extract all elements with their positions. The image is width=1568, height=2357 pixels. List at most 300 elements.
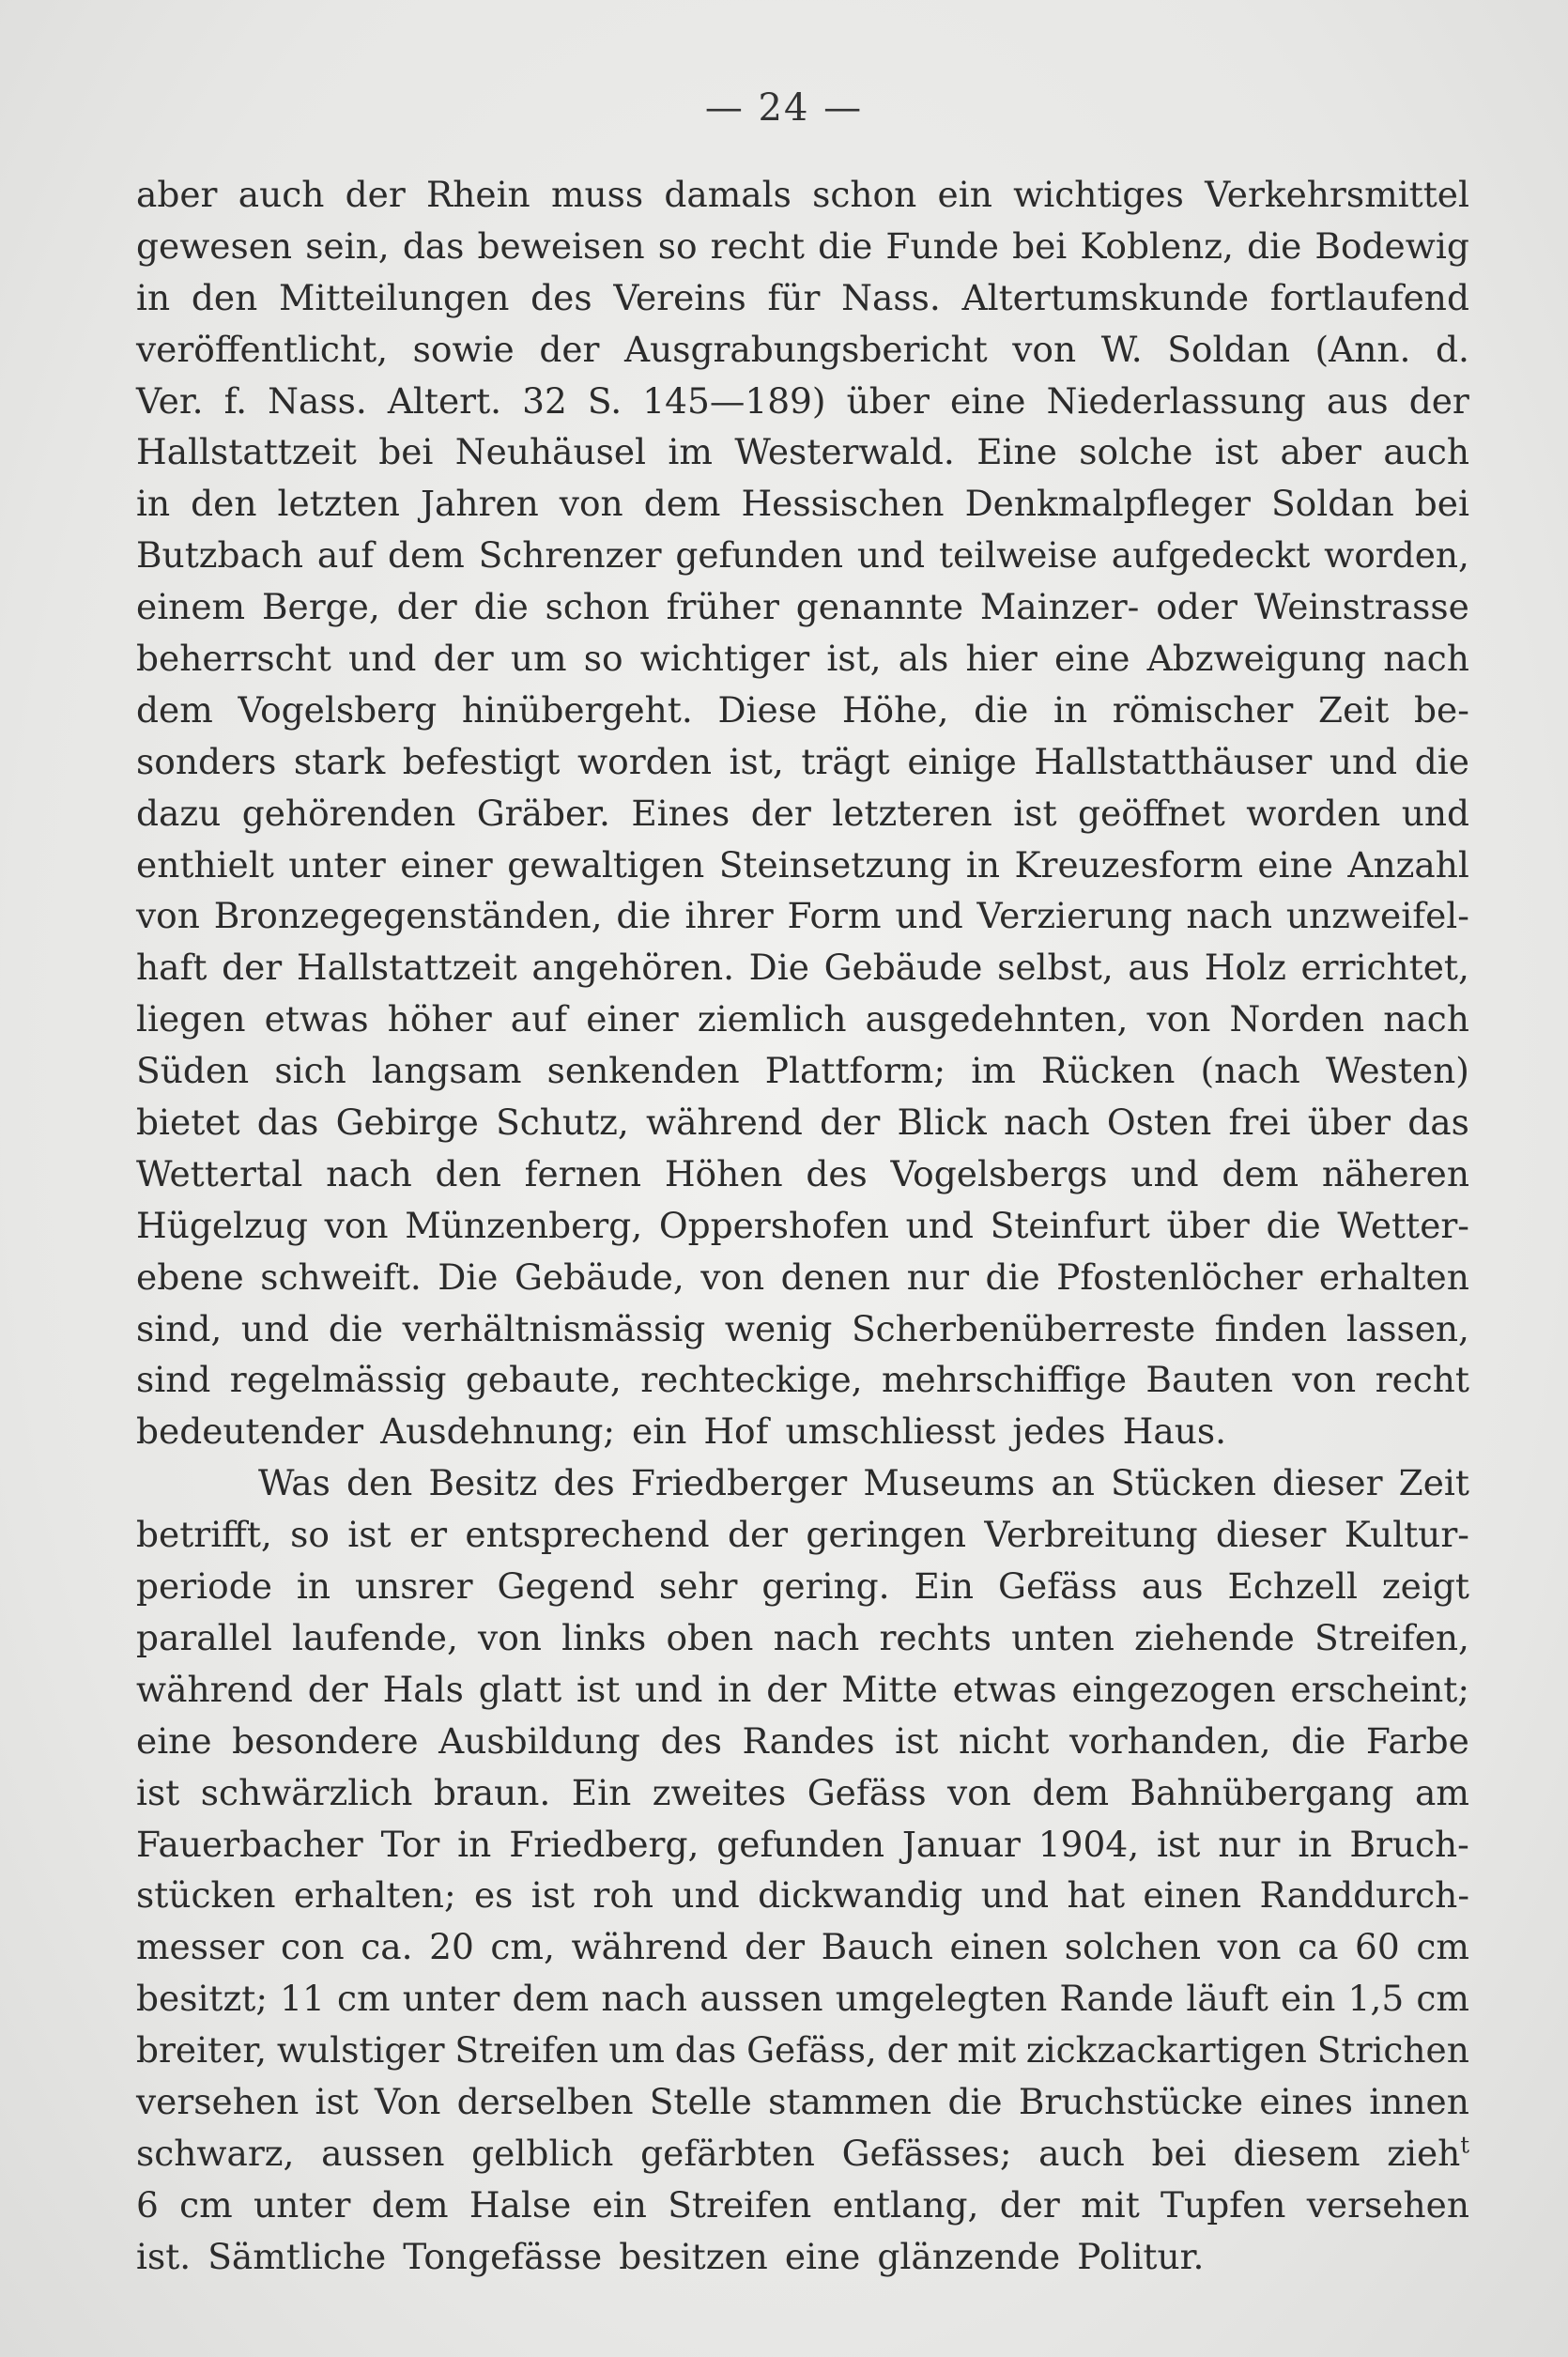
word: wenig: [724, 1307, 833, 1349]
word: aber: [1280, 431, 1361, 473]
text-line: [136, 1509, 1469, 1561]
word: geöffnet: [1078, 792, 1225, 834]
word: Norden: [1229, 998, 1365, 1040]
word: die: [947, 2080, 1003, 2122]
word: und: [671, 1874, 740, 1917]
word: auch: [1038, 2132, 1125, 2174]
word: Museums: [863, 1462, 1036, 1504]
word: Bauten: [1145, 1359, 1273, 1401]
word: Hof: [703, 1410, 769, 1453]
word: erhalten;: [293, 1874, 456, 1917]
superscript-letter: t: [1460, 2132, 1469, 2159]
word: so: [583, 638, 623, 680]
word: Friedberg,: [509, 1823, 699, 1865]
word: der: [750, 792, 811, 834]
word: der: [999, 2183, 1060, 2226]
word: gefunden: [716, 1823, 884, 1865]
word: die: [1291, 1719, 1346, 1762]
word: umgelegten: [835, 1978, 1048, 2020]
word: den: [435, 1152, 501, 1194]
word: Hügelzug: [136, 1204, 308, 1246]
word: W.: [1100, 328, 1143, 370]
word: und: [905, 1204, 974, 1246]
text-line: [136, 169, 1469, 221]
word: Ausbildung: [438, 1719, 640, 1762]
word: Bodewig: [1314, 224, 1469, 267]
word: Holz: [1204, 947, 1286, 989]
word: im: [668, 431, 713, 473]
word: veröffentlicht,: [136, 328, 389, 370]
text-line: [136, 1045, 1469, 1097]
word: (nach: [1200, 1050, 1300, 1092]
word: Bruch-: [1349, 1823, 1469, 1865]
word: Altertumskunde: [961, 276, 1250, 318]
word: 6: [136, 2183, 159, 2226]
word: Die: [438, 1256, 499, 1298]
word: zickzackartigen: [1025, 2029, 1307, 2072]
word: während: [646, 1101, 803, 1144]
word: Ausgrabungsbericht: [624, 328, 988, 370]
word: Wettertal: [136, 1152, 303, 1194]
word: braun.: [433, 1771, 551, 1813]
word: 20: [429, 1926, 474, 1968]
word: con: [280, 1926, 345, 1968]
word: Gefäss: [997, 1565, 1117, 1608]
word: um: [510, 638, 567, 680]
word: senkenden: [546, 1050, 740, 1092]
word: Weinstrasse: [1253, 586, 1469, 628]
word: 1904,: [1038, 1823, 1140, 1865]
word: Osten: [1106, 1101, 1212, 1144]
word: dem: [371, 2183, 449, 2226]
word: geringen: [806, 1514, 967, 1556]
word: etwas: [264, 998, 369, 1040]
word: dem: [388, 534, 465, 577]
word: Rhein: [425, 174, 530, 215]
text-line: [136, 994, 1469, 1045]
word: besitzt;: [136, 1978, 268, 2020]
word: am: [1414, 1771, 1469, 1813]
word: auf: [316, 534, 375, 577]
word: die: [818, 224, 873, 267]
text-line: [136, 1921, 1469, 1973]
word: betrifft,: [136, 1514, 272, 1556]
word: Vogelsberg: [238, 688, 438, 731]
word: die: [328, 1307, 384, 1349]
word: gehörenden: [241, 792, 456, 834]
word: Gegend: [497, 1565, 635, 1608]
word: langsam: [371, 1050, 522, 1092]
word: derselben: [456, 2080, 634, 2122]
word: stammen: [768, 2080, 932, 2122]
word: cm,: [490, 1926, 555, 1968]
word: nach: [1383, 998, 1469, 1040]
word: ist: [136, 1771, 180, 1813]
text-line: [136, 1406, 1469, 1457]
word: enthielt: [136, 843, 274, 886]
text-line: [136, 2180, 1469, 2231]
word: periode: [136, 1565, 272, 1608]
word: Verbreitung: [984, 1514, 1198, 1556]
word: in: [136, 276, 171, 318]
word: es: [473, 1874, 514, 1917]
word: vorhanden,: [1068, 1719, 1271, 1762]
word: regelmässig: [229, 1359, 447, 1401]
word: zweites: [652, 1771, 787, 1813]
word: ist,: [826, 638, 882, 680]
word: worden: [1246, 792, 1381, 834]
word: römischer: [1112, 688, 1294, 731]
word: sich: [274, 1050, 346, 1092]
word: recht: [710, 224, 805, 267]
word: von: [1292, 1359, 1357, 1401]
word: links: [561, 1616, 647, 1658]
word: über: [1166, 1204, 1250, 1246]
word: d.: [1436, 328, 1469, 370]
word: einer: [400, 843, 493, 886]
word: Vogelsbergs: [890, 1152, 1108, 1194]
word: messer: [136, 1926, 265, 1968]
word: unter: [288, 843, 386, 886]
word: ist: [315, 2080, 359, 2122]
text-line: [136, 633, 1469, 685]
text-line: [136, 1716, 1469, 1767]
word: aus: [1128, 947, 1191, 989]
word: die: [974, 688, 1029, 731]
word: unter: [253, 2183, 351, 2226]
word: entlang,: [832, 2183, 979, 2226]
word: gering.: [761, 1565, 890, 1608]
word: einen: [949, 1926, 1049, 1968]
word: Tongefässe: [403, 2235, 603, 2277]
word: Randes: [742, 1719, 875, 1762]
word: 32: [522, 379, 567, 422]
word: dazu: [136, 792, 222, 834]
word: und: [1401, 792, 1469, 834]
word: jedes: [1012, 1410, 1106, 1453]
word: ziehende: [1134, 1616, 1295, 1658]
word: von: [324, 1204, 389, 1246]
word: Soldan: [1167, 328, 1290, 370]
word: und: [635, 1668, 703, 1710]
word: nach: [1383, 638, 1469, 680]
word: in: [136, 483, 171, 525]
word: Ein: [571, 1771, 632, 1813]
word: oben: [666, 1616, 754, 1658]
text-line: [136, 1354, 1469, 1406]
word: ein: [632, 1410, 687, 1453]
word: in: [1053, 688, 1088, 731]
text-line: [136, 2025, 1469, 2076]
word: Hals: [382, 1668, 464, 1710]
word: frei: [1228, 1101, 1291, 1144]
text-line: [136, 221, 1469, 272]
word: Funde: [885, 224, 999, 267]
word: auch: [238, 174, 325, 215]
word: sowie: [412, 328, 515, 370]
word: während: [136, 1668, 293, 1710]
word: der: [820, 1101, 881, 1144]
word: teilweise: [938, 534, 1098, 577]
word: 1,5: [1347, 1978, 1405, 2020]
word: in: [717, 1668, 752, 1710]
word: Pfostenlöcher: [1056, 1256, 1303, 1298]
word: über: [846, 379, 930, 422]
word: Mainzer-: [979, 586, 1140, 628]
text-line: [136, 272, 1469, 324]
word: Farbe: [1365, 1719, 1469, 1762]
word: unsrer: [354, 1565, 473, 1608]
word: eingezogen: [1071, 1668, 1276, 1710]
word: Streifen: [454, 2029, 599, 2072]
word: verhältnismässig: [402, 1307, 706, 1349]
word: nach: [601, 1978, 688, 2020]
word: eine: [1257, 843, 1333, 886]
word: schweift.: [260, 1256, 422, 1298]
word: versehen: [1306, 2183, 1469, 2226]
word: mit: [1081, 2183, 1140, 2226]
word: gewaltigen: [507, 843, 705, 886]
word: zeigt: [1381, 1565, 1469, 1608]
word: roh: [592, 1874, 654, 1917]
word: die: [985, 1256, 1040, 1298]
text-line: [136, 1561, 1469, 1612]
word: des: [806, 1152, 868, 1194]
word: ein: [937, 174, 992, 215]
word: Nass.: [268, 379, 367, 422]
word: die: [616, 895, 671, 937]
word: dem: [1222, 1152, 1299, 1194]
word: des: [660, 1719, 722, 1762]
word: Streifen: [668, 2183, 812, 2226]
word: Rücken: [1040, 1050, 1176, 1092]
word: der: [539, 328, 600, 370]
word: Stücken: [1110, 1462, 1256, 1504]
word: ist: [895, 1719, 939, 1762]
word: der: [766, 1668, 827, 1710]
word: Münzenberg,: [405, 1204, 643, 1246]
word: sonders: [136, 740, 277, 782]
word: nach: [1004, 1101, 1090, 1144]
word: sehr: [658, 1565, 738, 1608]
word: cm: [1416, 1978, 1469, 2020]
word: die: [1266, 1204, 1321, 1246]
word: S.: [587, 379, 623, 422]
word: ist: [347, 1514, 392, 1556]
word: die: [1414, 740, 1469, 782]
word: muss: [550, 174, 644, 215]
word: solchen: [1064, 1926, 1202, 1968]
word: eine: [136, 1719, 212, 1762]
word: nach: [1186, 895, 1272, 937]
word: ausgedehnten,: [865, 998, 1129, 1040]
word: und: [895, 895, 963, 937]
word: aus: [1326, 379, 1389, 422]
word: Tor: [380, 1823, 440, 1865]
word: versehen: [136, 2080, 300, 2122]
word: der: [727, 1514, 789, 1556]
word: besitzen: [619, 2235, 768, 2277]
word: Fauerbacher: [136, 1823, 363, 1865]
word: Diese: [717, 688, 818, 731]
word: Süden: [136, 1050, 250, 1092]
word: dem: [1032, 1771, 1110, 1813]
word: das: [402, 224, 465, 267]
text-line: [136, 1870, 1469, 1921]
text-line: [136, 2128, 1469, 2180]
word: und: [1130, 1152, 1199, 1194]
word: nicht: [959, 1719, 1050, 1762]
text-line: [136, 1148, 1469, 1200]
word: gewesen: [136, 224, 293, 267]
word: einen: [1143, 1874, 1242, 1917]
word: in: [965, 843, 1001, 886]
word: hier: [965, 638, 1038, 680]
word: laufende,: [292, 1616, 458, 1658]
word: Januar: [901, 1823, 1021, 1865]
word: Bronzegegenständen,: [213, 895, 603, 937]
word: Tupfen: [1161, 2183, 1286, 2226]
word: auch: [1383, 431, 1469, 473]
word: Sämtliche: [208, 2235, 387, 2277]
word: aussen: [699, 1978, 823, 2020]
word: von: [1146, 998, 1211, 1040]
word: ca: [1298, 1926, 1339, 1968]
word: Hallstattzeit: [296, 947, 517, 989]
word: Neuhäusel: [454, 431, 647, 473]
word: nur: [1218, 1823, 1281, 1865]
word: so: [290, 1514, 330, 1556]
word: so: [657, 224, 698, 267]
word: bei: [378, 431, 434, 473]
word: Westerwald.: [734, 431, 955, 473]
word: bei: [1414, 483, 1469, 525]
word: Gebirge: [335, 1101, 479, 1144]
word: Kreuzesform: [1014, 843, 1243, 886]
word: Zeit: [1398, 1462, 1469, 1504]
word: während: [571, 1926, 729, 1968]
word: wulstiger: [276, 2029, 445, 2072]
word: den: [346, 1462, 413, 1504]
word: von: [1012, 328, 1077, 370]
word: selbst,: [997, 947, 1114, 989]
word: Zeit: [1318, 688, 1390, 731]
word: Streifen,: [1314, 1616, 1469, 1658]
word: Besitz: [428, 1462, 538, 1504]
word: Echzell: [1227, 1565, 1358, 1608]
word: zieh$^t$: [1387, 2132, 1469, 2174]
word: aus: [1141, 1565, 1204, 1608]
word: f.: [223, 379, 248, 422]
text-line: [136, 530, 1469, 581]
word: Mitteilungen: [279, 276, 510, 318]
word: einer: [586, 998, 679, 1040]
word: Ein: [914, 1565, 975, 1608]
word: Haus.: [1122, 1410, 1227, 1453]
word: der: [345, 174, 406, 215]
word: des: [553, 1462, 615, 1504]
word: ca.: [361, 1926, 413, 1968]
word: das: [256, 1101, 319, 1144]
word: Strichen: [1316, 2029, 1469, 2072]
word: Westen): [1325, 1050, 1469, 1092]
word: eines: [1259, 2080, 1354, 2122]
word: Von: [375, 2080, 441, 2122]
word: Eines: [631, 792, 730, 834]
text-line: [136, 1252, 1469, 1303]
word: Ver.: [136, 379, 204, 422]
word: Politur.: [1077, 2235, 1205, 2277]
word: recht: [1375, 1359, 1469, 1401]
word: Gefäss: [807, 1771, 927, 1813]
word: und: [980, 1874, 1050, 1917]
word: von: [136, 895, 200, 937]
text-line: [136, 840, 1469, 891]
text-line: [136, 1664, 1469, 1716]
word: der: [307, 1668, 368, 1710]
word: der: [433, 638, 494, 680]
word: einige: [907, 740, 1017, 782]
word: der: [396, 586, 457, 628]
word: hat: [1067, 1874, 1126, 1917]
word: ist.: [136, 2235, 192, 2277]
word: der: [886, 2029, 947, 2072]
word: lassen,: [1345, 1307, 1469, 1349]
word: fortlaufend: [1269, 276, 1469, 318]
word: Hallstattzeit: [136, 431, 357, 473]
word: schon: [812, 174, 917, 215]
word: eine: [784, 2235, 861, 2277]
word: dickwandig: [758, 1874, 963, 1917]
word: oder: [1156, 586, 1237, 628]
word: schwärzlich: [200, 1771, 413, 1813]
word: nach: [326, 1152, 412, 1194]
word: als: [898, 638, 949, 680]
text-line: [136, 376, 1469, 427]
word: rechteckige,: [640, 1359, 863, 1401]
word: nach: [773, 1616, 860, 1658]
word: ist: [1013, 792, 1057, 834]
text-line: [136, 581, 1469, 633]
word: breiter,: [136, 2029, 268, 2072]
word: Gebäude,: [514, 1256, 684, 1298]
word: stark: [293, 740, 386, 782]
word: das: [1407, 1101, 1469, 1144]
word: unten: [1011, 1616, 1115, 1658]
word: Randdurch-: [1259, 1874, 1469, 1917]
word: dem: [643, 483, 721, 525]
word: dieser: [1215, 1514, 1327, 1556]
word: unter: [402, 1978, 500, 2020]
word: Blick: [897, 1101, 987, 1144]
word: Rande: [1059, 1978, 1175, 2020]
word: 60: [1355, 1926, 1400, 1968]
word: befestigt: [402, 740, 561, 782]
word: ist: [1157, 1823, 1201, 1865]
word: sind,: [136, 1307, 223, 1349]
word: für: [767, 276, 821, 318]
word: im: [971, 1050, 1016, 1092]
word: den: [191, 483, 257, 525]
word: glatt: [478, 1668, 562, 1710]
word: beweisen: [477, 224, 645, 267]
word: ist: [576, 1668, 621, 1710]
word: cm: [1416, 1926, 1469, 1968]
word: umschliesst: [785, 1410, 996, 1453]
word: das: [674, 2029, 737, 2072]
word: von: [478, 1616, 542, 1658]
word: aber: [136, 174, 218, 215]
